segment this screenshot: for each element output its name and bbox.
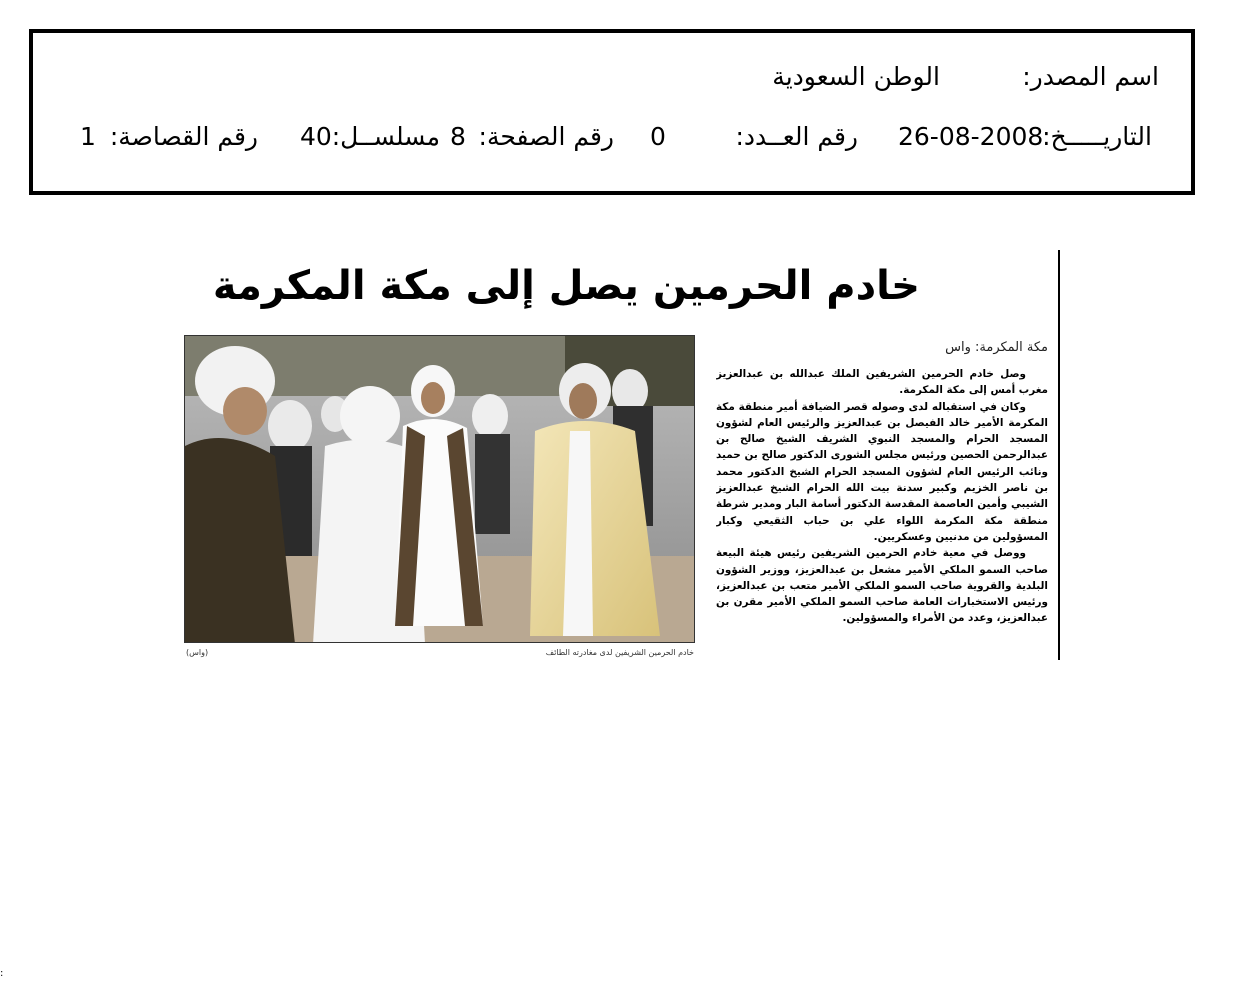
photo-credit: (واس) <box>186 648 209 657</box>
corner-mark: : <box>0 968 4 979</box>
clipping-header-box <box>29 29 1195 195</box>
clip-label: رقم القصاصة: <box>109 122 258 151</box>
clip-value: 1 <box>80 122 96 151</box>
issue-value: 0 <box>650 122 666 151</box>
column-rule <box>1058 250 1060 660</box>
source-label: اسم المصدر: <box>1022 62 1159 91</box>
article-paragraph: وصل خادم الحرمين الشريفين الملك عبدالله بن عبدالعزيز مغرب أمس إلى مكة المكرمة. <box>716 368 1048 397</box>
issue-label: رقم العــدد: <box>735 122 858 151</box>
date-value: 26-08-2008 <box>898 122 1044 151</box>
article-dateline: مكة المكرمة: واس <box>945 340 1048 355</box>
serial-value: 40 <box>300 122 332 151</box>
photo-caption: خادم الحرمين الشريفين لدى مغادرته الطائف <box>545 648 694 657</box>
source-value: الوطن السعودية <box>772 62 940 91</box>
date-label: التاريـــــخ: <box>1042 122 1152 151</box>
article-paragraph: وكان في استقباله لدى وصوله قصر الضيافة أمير منطقة مكة المكرمة الأمير خالد الفيصل بن عبدالعزيز والرئيس العام لشؤون المسجد الحرام والمسجد النبوي الشريف الشيخ صالح بن عبدالرحمن الحصين ورئيس مجلس الشورى الدكتور صالح بن حميد ونائب الرئيس العام لشؤون المسجد الحرام الشيخ الدكتور محمد بن ناصر الخزيم وكبير سدنة بيت الله الحرام الشيخ عبدالعزيز الشيبي وأمين العاصمة المقدسة الدكتور أسامة البار ومدير شرطة منطقة مكة المكرمة اللواء علي بن حباب الثقيعي وكبار المسؤولين من مدنيين وعسكريين. <box>716 400 1048 543</box>
serial-label: مسلســل: <box>331 122 440 151</box>
article-paragraph: ووصل في معية خادم الحرمين الشريفين رئيس هيئة البيعة صاحب السمو الملكي الأمير مشعل بن عبدالعزيز، ووزير الشؤون البلدية والقروية صاحب السمو الملكي الأمير متعب بن عبدالعزيز، ورئيس الاستخبارات العامة صاحب السمو الملكي الأمير مقرن بن عبدالعزيز، وعدد من الأمراء والمسؤولين. <box>716 547 1048 625</box>
page-label: رقم الصفحة: <box>478 122 614 151</box>
article-headline: خادم الحرمين يصل إلى مكة المكرمة <box>212 263 920 309</box>
page-value: 8 <box>450 122 466 151</box>
article-body <box>716 366 1048 658</box>
news-photo <box>184 335 695 643</box>
